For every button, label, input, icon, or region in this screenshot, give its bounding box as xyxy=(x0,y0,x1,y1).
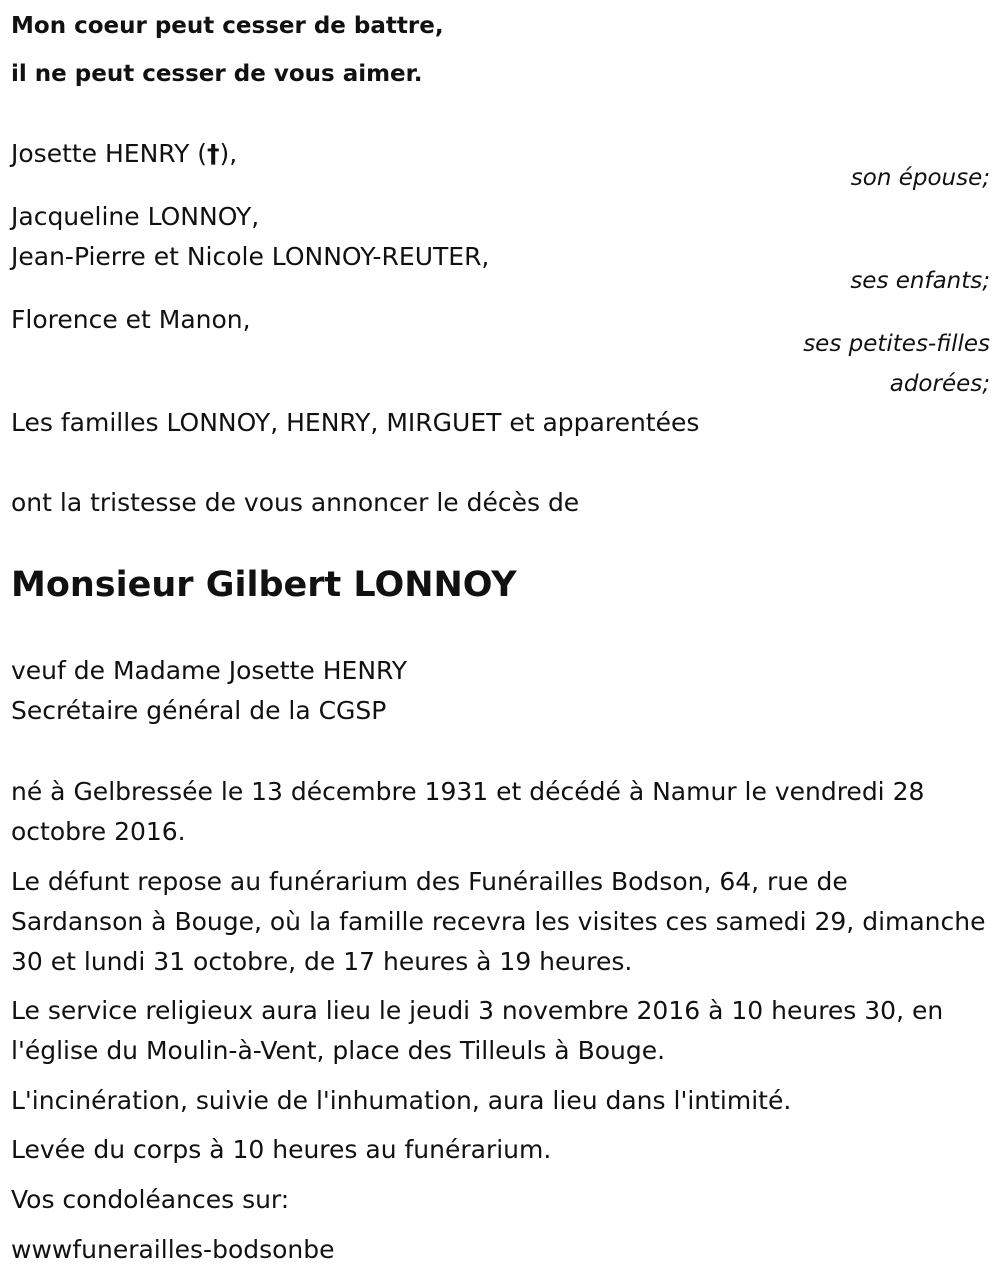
spouse-name-suffix: ), xyxy=(219,139,238,168)
role-line: Secrétaire général de la CGSP xyxy=(11,696,387,725)
grandchildren-names: Florence et Manon, xyxy=(11,305,251,334)
deceased-name: Monsieur Gilbert LONNOY xyxy=(11,565,517,605)
children-relation: ses enfants; xyxy=(850,268,990,294)
grandchildren-relation-line-1: ses petites-filles xyxy=(803,331,990,357)
child-line-1: Jacqueline LONNOY, xyxy=(11,202,260,231)
families-line: Les familles LONNOY, HENRY, MIRGUET et apparentées xyxy=(11,408,700,437)
child-line-2: Jean-Pierre et Nicole LONNOY-REUTER, xyxy=(11,242,490,271)
epigraph-line-1: Mon coeur peut cesser de battre, xyxy=(11,13,444,39)
birth-death-paragraph: né à Gelbressée le 13 décembre 1931 et décédé à Namur le vendredi 28 octobre 2016. xyxy=(11,777,925,846)
website-link[interactable]: wwwfunerailles-bodsonbe xyxy=(11,1235,335,1264)
condolences-label: Vos condoléances sur: xyxy=(11,1185,290,1214)
service-paragraph: Le service religieux aura lieu le jeudi 3 novembre 2016 à 10 heures 30, en l'église du Moulin-à-Vent, place des Tilleuls à Bouge. xyxy=(11,996,944,1065)
visitation-paragraph: Le défunt repose au funérarium des Funérailles Bodson, 64, rue de Sardanson à Bouge, où la famille recevra les visites ces samedi 29, dimanche 30 et lundi 31 octobre, de 17 heures à 19 heures. xyxy=(11,867,986,976)
announcement-line: ont la tristesse de vous annoncer le décès de xyxy=(11,488,580,517)
widower-line: veuf de Madame Josette HENRY xyxy=(11,656,408,685)
levee-paragraph: Levée du corps à 10 heures au funérarium. xyxy=(11,1135,552,1164)
grandchildren-relation-line-2: adorées; xyxy=(889,371,990,397)
cross-icon: † xyxy=(207,139,220,168)
cremation-paragraph: L'incinération, suivie de l'inhumation, aura lieu dans l'intimité. xyxy=(11,1086,792,1115)
epigraph-line-2: il ne peut cesser de vous aimer. xyxy=(11,61,423,87)
spouse-relation: son épouse; xyxy=(850,165,990,191)
spouse-name xyxy=(11,138,237,170)
spouse-name-prefix: Josette HENRY ( xyxy=(11,139,208,168)
